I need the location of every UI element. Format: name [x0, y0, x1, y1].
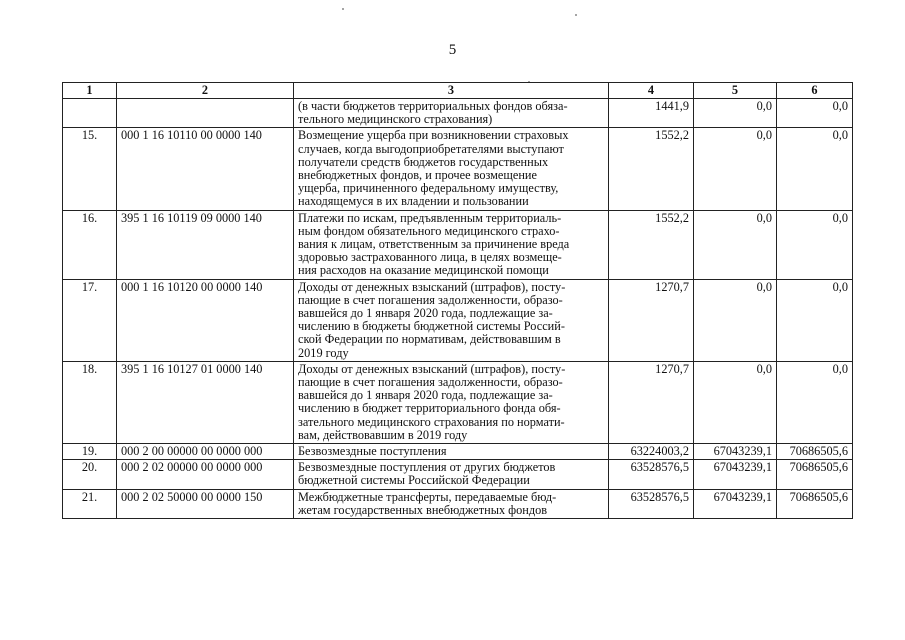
header-row [63, 83, 853, 99]
table-row [63, 444, 853, 460]
value-col6: 70686505,6 [777, 489, 853, 518]
description-line: Безвозмездные поступления от других бюджетов [298, 460, 556, 475]
description-line: вавшейся до 1 января 2020 года, подлежащие за- [298, 306, 553, 321]
column-header: 5 [694, 83, 777, 99]
description-line: пающие в счет погашения задолженности, образо- [298, 292, 563, 307]
value-col5: 0,0 [694, 128, 777, 210]
value-col5: 0,0 [694, 361, 777, 443]
description-line: числению в бюджет территориального фонда обя- [298, 401, 561, 416]
description-line: ущерба, причиненного федеральному имуществу, [298, 181, 559, 196]
classification-code [117, 99, 294, 128]
description-line: числению в бюджеты бюджетной системы Россий- [298, 319, 565, 334]
value-col6: 70686505,6 [777, 444, 853, 460]
value-col4: 63224003,2 [609, 444, 694, 460]
description-line: жетам государственных внебюджетных фондов [298, 502, 548, 517]
value-col6: 70686505,6 [777, 460, 853, 489]
table-row [63, 489, 853, 518]
value-col4: 1552,2 [609, 128, 694, 210]
description-line: Доходы от денежных взысканий (штрафов), посту- [298, 279, 566, 294]
description-cell [294, 489, 609, 518]
column-header: 6 [777, 83, 853, 99]
description-line: ным фондом обязательного медицинского страхо- [298, 223, 560, 238]
description-line: вания к лицам, ответственным за причинение вреда [298, 237, 570, 252]
description-line: тельного медицинского страхования) [298, 112, 493, 127]
description-line: Платежи по искам, предъявленным территориаль- [298, 210, 562, 225]
column-header: 4 [609, 83, 694, 99]
table-row [63, 279, 853, 361]
value-col6: 0,0 [777, 279, 853, 361]
description-line: бюджетной системы Российской Федерации [298, 473, 530, 488]
description-line: получатели средств бюджетов государственных [298, 154, 549, 169]
description-line: находящемуся в их владении и пользовании [298, 194, 529, 209]
description-cell [294, 361, 609, 443]
page-number: 5 [448, 42, 457, 58]
value-col4: 1270,7 [609, 361, 694, 443]
table-row [63, 460, 853, 489]
budget-table [62, 82, 853, 519]
description-line: Возмещение ущерба при возникновении страховых [298, 128, 569, 143]
scan-speck [575, 14, 577, 16]
row-number: 15. [63, 128, 117, 210]
description-line: 2019 году [298, 345, 349, 360]
description-line: вам, действовавшим в 2019 году [298, 427, 468, 442]
description-line: внебюджетных фондов, и прочее возмещение [298, 168, 537, 183]
description-line: ния расходов на оказание медицинской помощи [298, 263, 549, 278]
value-col6: 0,0 [777, 210, 853, 279]
value-col5: 0,0 [694, 279, 777, 361]
description-cell [294, 128, 609, 210]
table-row [63, 128, 853, 210]
table-row [63, 210, 853, 279]
description-cell [294, 279, 609, 361]
row-number: 19. [63, 444, 117, 460]
value-col6: 0,0 [777, 99, 853, 128]
row-number: 21. [63, 489, 117, 518]
description-cell [294, 444, 609, 460]
row-number: 20. [63, 460, 117, 489]
classification-code: 395 1 16 10127 01 0000 140 [117, 361, 294, 443]
description-line: ской Федерации по нормативам, действовавшим в [298, 332, 561, 347]
description-line: Безвозмездные поступления [298, 444, 447, 459]
description-cell [294, 99, 609, 128]
description-line: Доходы от денежных взысканий (штрафов), посту- [298, 361, 566, 376]
value-col5: 67043239,1 [694, 444, 777, 460]
row-number [63, 99, 117, 128]
description-line: (в части бюджетов территориальных фондов обяза- [298, 99, 568, 113]
value-col5: 67043239,1 [694, 460, 777, 489]
value-col6: 0,0 [777, 361, 853, 443]
table-body [63, 99, 853, 519]
value-col4: 1270,7 [609, 279, 694, 361]
description-line: зательного медицинского страхования по нормати- [298, 414, 565, 429]
value-col4: 63528576,5 [609, 489, 694, 518]
value-col5: 0,0 [694, 210, 777, 279]
column-header: 2 [117, 83, 294, 99]
value-col4: 1552,2 [609, 210, 694, 279]
column-header: 3 [294, 83, 609, 99]
description-line: вавшейся до 1 января 2020 года, подлежащие за- [298, 388, 553, 403]
value-col6: 0,0 [777, 128, 853, 210]
scan-speck [342, 8, 344, 10]
value-col4: 1441,9 [609, 99, 694, 128]
description-line: Межбюджетные трансферты, передаваемые бюд- [298, 489, 557, 504]
column-header: 1 [63, 83, 117, 99]
classification-code: 000 2 00 00000 00 0000 000 [117, 444, 294, 460]
row-number: 17. [63, 279, 117, 361]
classification-code: 395 1 16 10119 09 0000 140 [117, 210, 294, 279]
table-row [63, 99, 853, 128]
description-cell [294, 210, 609, 279]
description-line: случаев, когда выгодоприобретателями выступают [298, 141, 564, 156]
description-cell [294, 460, 609, 489]
description-line: здоровью застрахованного лица, в целях возмеще- [298, 250, 562, 265]
classification-code: 000 2 02 00000 00 0000 000 [117, 460, 294, 489]
value-col4: 63528576,5 [609, 460, 694, 489]
classification-code: 000 2 02 50000 00 0000 150 [117, 489, 294, 518]
classification-code: 000 1 16 10120 00 0000 140 [117, 279, 294, 361]
row-number: 18. [63, 361, 117, 443]
description-line: пающие в счет погашения задолженности, образо- [298, 375, 563, 390]
row-number: 16. [63, 210, 117, 279]
classification-code: 000 1 16 10110 00 0000 140 [117, 128, 294, 210]
value-col5: 0,0 [694, 99, 777, 128]
value-col5: 67043239,1 [694, 489, 777, 518]
table-row [63, 361, 853, 443]
